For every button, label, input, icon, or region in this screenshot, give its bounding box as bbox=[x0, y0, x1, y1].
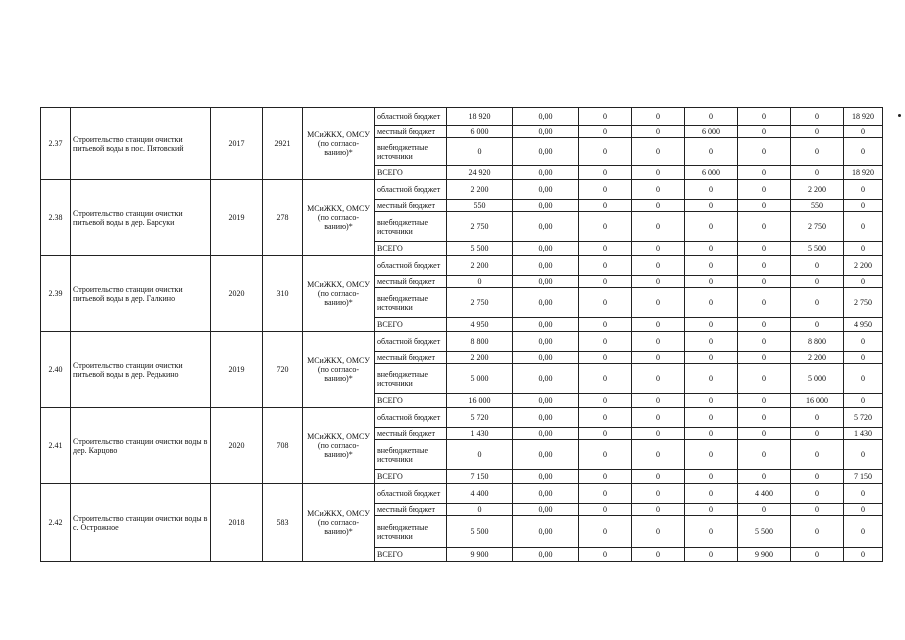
amount-cell: 18 920 bbox=[447, 108, 513, 126]
table-row bbox=[41, 180, 883, 200]
amount-cell: 2 750 bbox=[447, 288, 513, 318]
funding-source: ВСЕГО bbox=[375, 548, 447, 562]
project-responsible: МСиЖКХ, ОМСУ (по согласо-ванию)* bbox=[303, 180, 375, 256]
amount-cell: 0 bbox=[844, 504, 883, 516]
amount-cell: 0 bbox=[685, 428, 738, 440]
amount-cell: 0 bbox=[844, 212, 883, 242]
project-year: 2019 bbox=[211, 332, 263, 408]
amount-cell: 4 950 bbox=[844, 318, 883, 332]
amount-cell: 18 920 bbox=[844, 108, 883, 126]
amount-cell: 0,00 bbox=[513, 108, 579, 126]
amount-cell: 0 bbox=[844, 440, 883, 470]
amount-cell: 550 bbox=[791, 200, 844, 212]
funding-source: местный бюджет bbox=[375, 126, 447, 138]
amount-cell: 550 bbox=[447, 200, 513, 212]
amount-cell: 0 bbox=[685, 394, 738, 408]
amount-cell: 0,00 bbox=[513, 364, 579, 394]
funding-source: внебюджетные источники bbox=[375, 138, 447, 166]
amount-cell: 2 200 bbox=[447, 256, 513, 276]
project-year: 2017 bbox=[211, 108, 263, 180]
funding-source: ВСЕГО bbox=[375, 242, 447, 256]
amount-cell: 0 bbox=[579, 428, 632, 440]
amount-cell: 0 bbox=[791, 408, 844, 428]
funding-source: местный бюджет bbox=[375, 276, 447, 288]
amount-cell: 0 bbox=[791, 516, 844, 548]
funding-source: местный бюджет bbox=[375, 504, 447, 516]
amount-cell: 0 bbox=[791, 276, 844, 288]
project-number: 2.38 bbox=[41, 180, 71, 256]
amount-cell: 0 bbox=[844, 352, 883, 364]
funding-source: внебюджетные источники bbox=[375, 364, 447, 394]
funding-source: областной бюджет bbox=[375, 332, 447, 352]
amount-cell: 0 bbox=[579, 440, 632, 470]
amount-cell: 2 750 bbox=[447, 212, 513, 242]
amount-cell: 0 bbox=[844, 138, 883, 166]
amount-cell: 8 800 bbox=[447, 332, 513, 352]
amount-cell: 0,00 bbox=[513, 288, 579, 318]
amount-cell: 0 bbox=[632, 470, 685, 484]
amount-cell: 0 bbox=[844, 180, 883, 200]
amount-cell: 0,00 bbox=[513, 394, 579, 408]
amount-cell: 0 bbox=[685, 318, 738, 332]
amount-cell: 0 bbox=[685, 256, 738, 276]
amount-cell: 0 bbox=[844, 394, 883, 408]
project-number: 2.41 bbox=[41, 408, 71, 484]
amount-cell: 0 bbox=[791, 470, 844, 484]
amount-cell: 0 bbox=[579, 212, 632, 242]
amount-cell: 0 bbox=[685, 276, 738, 288]
amount-cell: 0 bbox=[738, 242, 791, 256]
amount-cell: 0 bbox=[685, 352, 738, 364]
funding-source: ВСЕГО bbox=[375, 470, 447, 484]
amount-cell: 0,00 bbox=[513, 318, 579, 332]
project-capacity: 720 bbox=[263, 332, 303, 408]
amount-cell: 5 500 bbox=[738, 516, 791, 548]
project-year: 2019 bbox=[211, 180, 263, 256]
amount-cell: 0,00 bbox=[513, 428, 579, 440]
amount-cell: 0 bbox=[579, 504, 632, 516]
amount-cell: 5 720 bbox=[447, 408, 513, 428]
amount-cell: 1 430 bbox=[447, 428, 513, 440]
amount-cell: 0,00 bbox=[513, 166, 579, 180]
amount-cell: 0 bbox=[738, 166, 791, 180]
amount-cell: 0 bbox=[579, 166, 632, 180]
amount-cell: 0 bbox=[632, 242, 685, 256]
funding-table bbox=[40, 107, 883, 562]
amount-cell: 0 bbox=[579, 318, 632, 332]
amount-cell: 0 bbox=[844, 516, 883, 548]
funding-source: внебюджетные источники bbox=[375, 212, 447, 242]
project-number: 2.37 bbox=[41, 108, 71, 180]
project-year: 2018 bbox=[211, 484, 263, 562]
amount-cell: 0 bbox=[685, 484, 738, 504]
amount-cell: 4 950 bbox=[447, 318, 513, 332]
project-capacity: 708 bbox=[263, 408, 303, 484]
amount-cell: 0,00 bbox=[513, 200, 579, 212]
amount-cell: 0 bbox=[685, 516, 738, 548]
amount-cell: 0 bbox=[632, 504, 685, 516]
amount-cell: 0 bbox=[791, 126, 844, 138]
amount-cell: 7 150 bbox=[447, 470, 513, 484]
project-year: 2020 bbox=[211, 256, 263, 332]
amount-cell: 0 bbox=[738, 394, 791, 408]
amount-cell: 0 bbox=[685, 180, 738, 200]
amount-cell: 0,00 bbox=[513, 276, 579, 288]
amount-cell: 0 bbox=[579, 200, 632, 212]
project-name: Строительство станции очистки питьевой воды в пос. Пятовский bbox=[71, 108, 211, 180]
amount-cell: 0 bbox=[844, 548, 883, 562]
amount-cell: 0 bbox=[579, 138, 632, 166]
amount-cell: 0 bbox=[738, 364, 791, 394]
project-capacity: 2921 bbox=[263, 108, 303, 180]
amount-cell: 18 920 bbox=[844, 166, 883, 180]
amount-cell: 0,00 bbox=[513, 212, 579, 242]
funding-source: местный бюджет bbox=[375, 428, 447, 440]
amount-cell: 4 400 bbox=[738, 484, 791, 504]
table-row bbox=[41, 484, 883, 504]
amount-cell: 0 bbox=[738, 318, 791, 332]
amount-cell: 0 bbox=[738, 408, 791, 428]
amount-cell: 0 bbox=[579, 364, 632, 394]
amount-cell: 0 bbox=[738, 352, 791, 364]
amount-cell: 0 bbox=[632, 332, 685, 352]
project-year: 2020 bbox=[211, 408, 263, 484]
amount-cell: 0 bbox=[844, 364, 883, 394]
amount-cell: 0 bbox=[632, 276, 685, 288]
funding-source: внебюджетные источники bbox=[375, 440, 447, 470]
amount-cell: 0 bbox=[791, 288, 844, 318]
amount-cell: 0 bbox=[579, 126, 632, 138]
project-responsible: МСиЖКХ, ОМСУ (по согласо-ванию)* bbox=[303, 332, 375, 408]
funding-source: областной бюджет bbox=[375, 180, 447, 200]
amount-cell: 5 500 bbox=[447, 242, 513, 256]
amount-cell: 0 bbox=[738, 504, 791, 516]
amount-cell: 6 000 bbox=[685, 126, 738, 138]
amount-cell: 24 920 bbox=[447, 166, 513, 180]
amount-cell: 0 bbox=[844, 126, 883, 138]
amount-cell: 0 bbox=[844, 484, 883, 504]
amount-cell: 2 750 bbox=[791, 212, 844, 242]
amount-cell: 5 720 bbox=[844, 408, 883, 428]
amount-cell: 2 200 bbox=[791, 352, 844, 364]
amount-cell: 0 bbox=[685, 332, 738, 352]
amount-cell: 0,00 bbox=[513, 470, 579, 484]
amount-cell: 5 000 bbox=[447, 364, 513, 394]
amount-cell: 0 bbox=[685, 138, 738, 166]
amount-cell: 0 bbox=[579, 470, 632, 484]
amount-cell: 0,00 bbox=[513, 242, 579, 256]
amount-cell: 2 200 bbox=[844, 256, 883, 276]
project-name: Строительство станции очистки питьевой воды в дер. Редькино bbox=[71, 332, 211, 408]
amount-cell: 0 bbox=[632, 166, 685, 180]
amount-cell: 0 bbox=[738, 332, 791, 352]
amount-cell: 0 bbox=[447, 504, 513, 516]
project-name: Строительство станции очистки питьевой воды в дер. Галкино bbox=[71, 256, 211, 332]
amount-cell: 0 bbox=[632, 516, 685, 548]
amount-cell: 7 150 bbox=[844, 470, 883, 484]
amount-cell: 0 bbox=[632, 180, 685, 200]
amount-cell: 0 bbox=[632, 288, 685, 318]
amount-cell: 0 bbox=[579, 256, 632, 276]
amount-cell: 0 bbox=[632, 440, 685, 470]
project-name: Строительство станции очистки питьевой воды в дер. Барсуки bbox=[71, 180, 211, 256]
funding-source: ВСЕГО bbox=[375, 394, 447, 408]
amount-cell: 0 bbox=[791, 166, 844, 180]
amount-cell: 0 bbox=[579, 516, 632, 548]
amount-cell: 0 bbox=[791, 440, 844, 470]
table-row bbox=[41, 256, 883, 276]
funding-source: местный бюджет bbox=[375, 352, 447, 364]
amount-cell: 0 bbox=[685, 288, 738, 318]
amount-cell: 0 bbox=[579, 408, 632, 428]
table-row bbox=[41, 108, 883, 126]
project-capacity: 583 bbox=[263, 484, 303, 562]
table-row bbox=[41, 332, 883, 352]
amount-cell: 5 500 bbox=[447, 516, 513, 548]
project-responsible: МСиЖКХ, ОМСУ (по согласо-ванию)* bbox=[303, 108, 375, 180]
amount-cell: 9 900 bbox=[447, 548, 513, 562]
amount-cell: 0 bbox=[738, 440, 791, 470]
amount-cell: 0 bbox=[579, 332, 632, 352]
amount-cell: 0,00 bbox=[513, 408, 579, 428]
amount-cell: 16 000 bbox=[447, 394, 513, 408]
amount-cell: 2 200 bbox=[447, 352, 513, 364]
amount-cell: 0 bbox=[632, 428, 685, 440]
amount-cell: 0 bbox=[632, 138, 685, 166]
amount-cell: 0,00 bbox=[513, 504, 579, 516]
amount-cell: 0 bbox=[791, 108, 844, 126]
amount-cell: 6 000 bbox=[447, 126, 513, 138]
amount-cell: 0 bbox=[844, 276, 883, 288]
amount-cell: 0 bbox=[632, 394, 685, 408]
amount-cell: 16 000 bbox=[791, 394, 844, 408]
amount-cell: 0,00 bbox=[513, 440, 579, 470]
amount-cell: 0 bbox=[738, 180, 791, 200]
project-name: Строительство станции очистки воды в дер. Карцово bbox=[71, 408, 211, 484]
funding-source: областной бюджет bbox=[375, 108, 447, 126]
funding-source: областной бюджет bbox=[375, 484, 447, 504]
project-name: Строительство станции очистки воды в с. Острожное bbox=[71, 484, 211, 562]
amount-cell: 0 bbox=[579, 352, 632, 364]
amount-cell: 0 bbox=[791, 504, 844, 516]
amount-cell: 0 bbox=[579, 276, 632, 288]
amount-cell: 0,00 bbox=[513, 138, 579, 166]
amount-cell: 0 bbox=[632, 212, 685, 242]
amount-cell: 0 bbox=[685, 364, 738, 394]
amount-cell: 1 430 bbox=[844, 428, 883, 440]
amount-cell: 0,00 bbox=[513, 332, 579, 352]
amount-cell: 5 500 bbox=[791, 242, 844, 256]
amount-cell: 0 bbox=[579, 394, 632, 408]
project-capacity: 278 bbox=[263, 180, 303, 256]
amount-cell: 0 bbox=[738, 108, 791, 126]
funding-source: ВСЕГО bbox=[375, 318, 447, 332]
funding-source: ВСЕГО bbox=[375, 166, 447, 180]
amount-cell: 0 bbox=[579, 288, 632, 318]
amount-cell: 0 bbox=[447, 440, 513, 470]
amount-cell: 0 bbox=[685, 242, 738, 256]
amount-cell: 0 bbox=[685, 108, 738, 126]
amount-cell: 0 bbox=[738, 126, 791, 138]
amount-cell: 0 bbox=[632, 408, 685, 428]
amount-cell: 0 bbox=[844, 200, 883, 212]
amount-cell: 0 bbox=[791, 318, 844, 332]
amount-cell: 0 bbox=[844, 332, 883, 352]
amount-cell: 0 bbox=[738, 138, 791, 166]
funding-source: местный бюджет bbox=[375, 200, 447, 212]
amount-cell: 0 bbox=[738, 200, 791, 212]
amount-cell: 2 750 bbox=[844, 288, 883, 318]
amount-cell: 0 bbox=[791, 428, 844, 440]
amount-cell: 0,00 bbox=[513, 126, 579, 138]
amount-cell: 0 bbox=[685, 200, 738, 212]
amount-cell: 0 bbox=[447, 276, 513, 288]
amount-cell: 0 bbox=[738, 428, 791, 440]
project-number: 2.39 bbox=[41, 256, 71, 332]
funding-source: областной бюджет bbox=[375, 256, 447, 276]
amount-cell: 0 bbox=[685, 440, 738, 470]
amount-cell: 0 bbox=[738, 288, 791, 318]
funding-source: внебюджетные источники bbox=[375, 516, 447, 548]
amount-cell: 0 bbox=[685, 212, 738, 242]
amount-cell: 0,00 bbox=[513, 484, 579, 504]
amount-cell: 0 bbox=[579, 548, 632, 562]
amount-cell: 0,00 bbox=[513, 352, 579, 364]
amount-cell: 0 bbox=[791, 548, 844, 562]
amount-cell: 9 900 bbox=[738, 548, 791, 562]
amount-cell: 0 bbox=[632, 108, 685, 126]
amount-cell: 0 bbox=[632, 318, 685, 332]
project-capacity: 310 bbox=[263, 256, 303, 332]
project-number: 2.40 bbox=[41, 332, 71, 408]
amount-cell: 0 bbox=[632, 200, 685, 212]
amount-cell: 0,00 bbox=[513, 548, 579, 562]
amount-cell: 0,00 bbox=[513, 180, 579, 200]
funding-table-body bbox=[41, 108, 883, 562]
amount-cell: 0 bbox=[685, 504, 738, 516]
amount-cell: 0 bbox=[632, 256, 685, 276]
amount-cell: 0 bbox=[738, 256, 791, 276]
amount-cell: 0 bbox=[738, 470, 791, 484]
amount-cell: 0 bbox=[738, 212, 791, 242]
project-responsible: МСиЖКХ, ОМСУ (по согласо-ванию)* bbox=[303, 256, 375, 332]
funding-source: внебюджетные источники bbox=[375, 288, 447, 318]
project-responsible: МСиЖКХ, ОМСУ (по согласо-ванию)* bbox=[303, 484, 375, 562]
amount-cell: 4 400 bbox=[447, 484, 513, 504]
amount-cell: 2 200 bbox=[791, 180, 844, 200]
amount-cell: 2 200 bbox=[447, 180, 513, 200]
amount-cell: 0 bbox=[685, 470, 738, 484]
amount-cell: 0 bbox=[632, 126, 685, 138]
amount-cell: 0 bbox=[632, 364, 685, 394]
amount-cell: 0 bbox=[579, 108, 632, 126]
amount-cell: 0 bbox=[579, 180, 632, 200]
amount-cell: 0 bbox=[791, 256, 844, 276]
amount-cell: 0 bbox=[632, 484, 685, 504]
amount-cell: 0,00 bbox=[513, 516, 579, 548]
amount-cell: 0 bbox=[791, 138, 844, 166]
amount-cell: 0,00 bbox=[513, 256, 579, 276]
project-number: 2.42 bbox=[41, 484, 71, 562]
scan-speck bbox=[898, 114, 901, 117]
amount-cell: 0 bbox=[632, 352, 685, 364]
amount-cell: 0 bbox=[791, 484, 844, 504]
amount-cell: 0 bbox=[685, 548, 738, 562]
amount-cell: 0 bbox=[738, 276, 791, 288]
amount-cell: 6 000 bbox=[685, 166, 738, 180]
project-responsible: МСиЖКХ, ОМСУ (по согласо-ванию)* bbox=[303, 408, 375, 484]
amount-cell: 8 800 bbox=[791, 332, 844, 352]
amount-cell: 0 bbox=[579, 484, 632, 504]
amount-cell: 5 000 bbox=[791, 364, 844, 394]
table-row bbox=[41, 408, 883, 428]
amount-cell: 0 bbox=[447, 138, 513, 166]
amount-cell: 0 bbox=[844, 242, 883, 256]
funding-source: областной бюджет bbox=[375, 408, 447, 428]
amount-cell: 0 bbox=[685, 408, 738, 428]
amount-cell: 0 bbox=[632, 548, 685, 562]
amount-cell: 0 bbox=[579, 242, 632, 256]
